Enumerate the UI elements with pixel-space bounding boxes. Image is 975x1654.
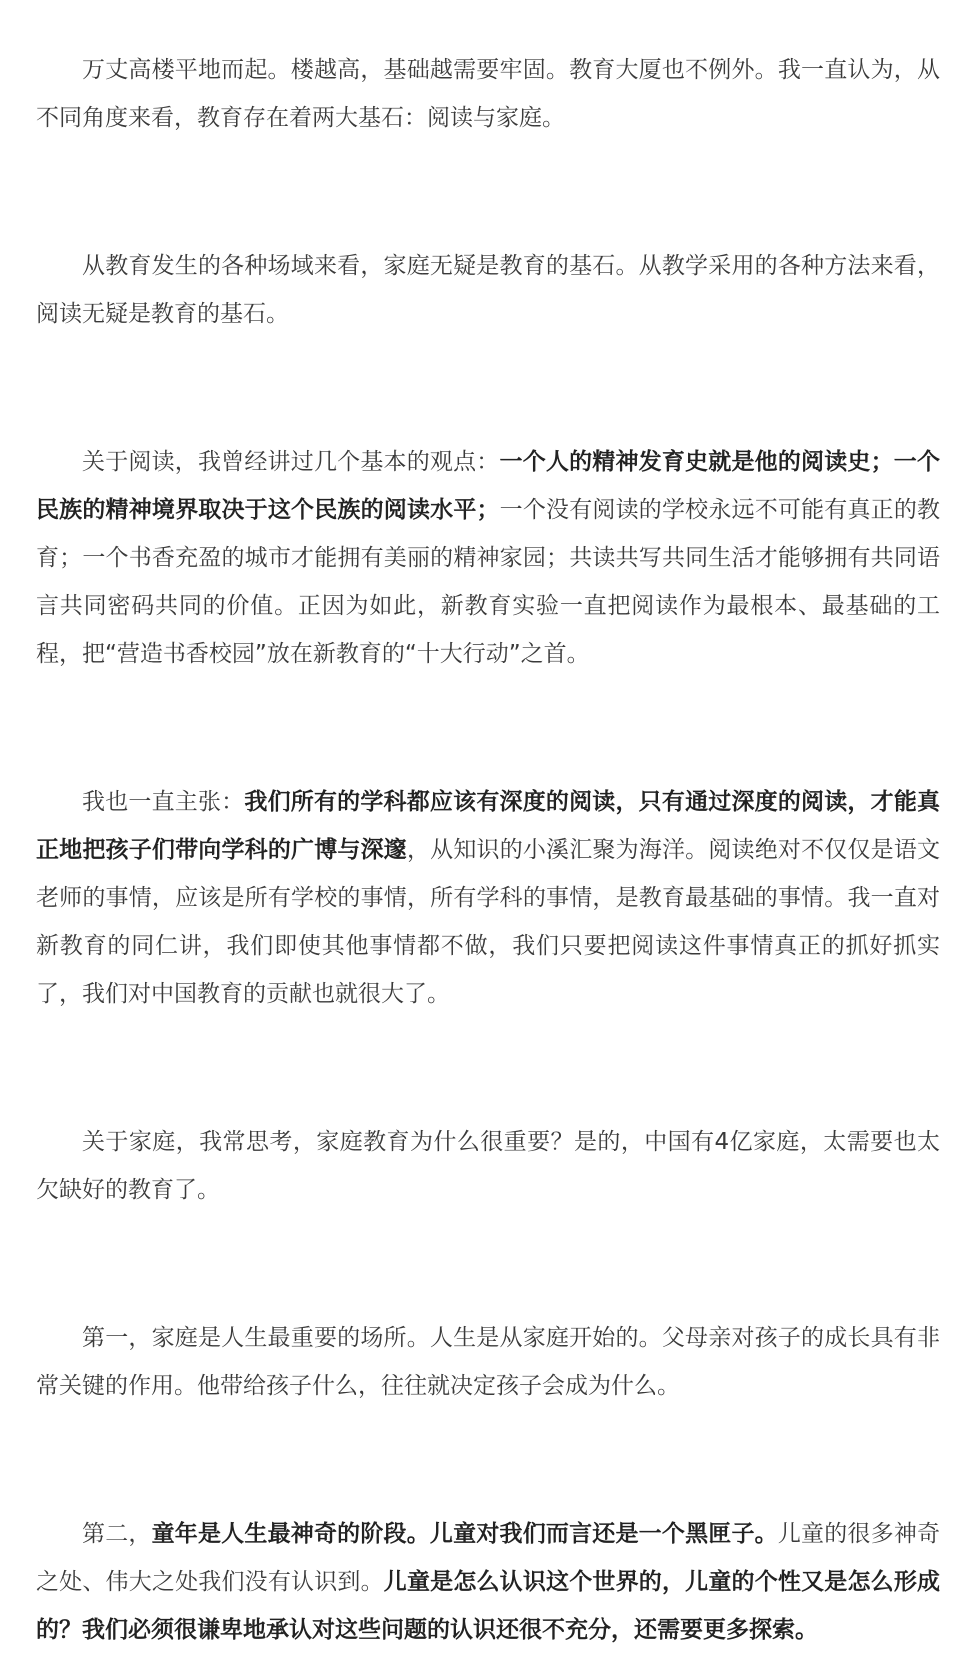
paragraph-7-text-b: 儿童的很多神奇之处、伟大之处我们没有认识到。 — [36, 1521, 941, 1595]
paragraph-7-emphasis-b: 儿童是怎么认识这个世界的，儿童的个性又是怎么形成的？我们必须很谦卑地承认对这些问题的认识还很不充分，还需要更多探索。 — [36, 1569, 941, 1643]
paragraph-1-text: 万丈高楼平地而起。楼越高，基础越需要牢固。教育大厦也不例外。我一直认为，从不同角度来看，教育存在着两大基石：阅读与家庭。 — [36, 57, 940, 131]
paragraph-7 — [36, 1510, 940, 1654]
paragraph-7-emphasis-a: 童年是人生最神奇的阶段。儿童对我们而言还是一个黑匣子。 — [151, 1521, 778, 1547]
paragraph-2 — [36, 242, 940, 338]
paragraph-4-emphasis: 我们所有的学科都应该有深度的阅读，只有通过深度的阅读，才能真正地把孩子们带向学科的广博与深邃 — [36, 789, 941, 863]
paragraph-7-text-a: 第二， — [82, 1521, 152, 1547]
paragraph-6-text: 第一，家庭是人生最重要的场所。人生是从家庭开始的。父母亲对孩子的成长具有非常关键的作用。他带给孩子什么，往往就决定孩子会成为什么。 — [36, 1325, 940, 1399]
article-body — [36, 46, 940, 1654]
paragraph-5-text: 关于家庭，我常思考，家庭教育为什么很重要？是的，中国有4亿家庭，太需要也太欠缺好的教育了。 — [36, 1129, 940, 1203]
paragraph-3-emphasis: 一个人的精神发育史就是他的阅读史；一个民族的精神境界取决于这个民族的阅读水平； — [36, 449, 941, 523]
paragraph-1 — [36, 46, 940, 142]
paragraph-3-text-b: 一个没有阅读的学校永远不可能有真正的教育；一个书香充盈的城市才能拥有美丽的精神家园；共读共写共同生活才能够拥有共同语言共同密码共同的价值。正因为如此，新教育实验一直把阅读作为最根本、最基础的工程，把“营造书香校园”放在新教育的“十大行动”之首。 — [36, 497, 941, 667]
paragraph-4 — [36, 778, 940, 1018]
paragraph-6 — [36, 1314, 940, 1410]
paragraph-4-text-a: 我也一直主张： — [82, 789, 245, 815]
paragraph-5 — [36, 1118, 940, 1214]
paragraph-2-text: 从教育发生的各种场域来看，家庭无疑是教育的基石。从教学采用的各种方法来看，阅读无疑是教育的基石。 — [36, 253, 940, 327]
paragraph-3-text-a: 关于阅读，我曾经讲过几个基本的观点： — [82, 449, 500, 475]
paragraph-4-text-b: ，从知识的小溪汇聚为海洋。阅读绝对不仅仅是语文老师的事情，应该是所有学校的事情，所有学科的事情，是教育最基础的事情。我一直对新教育的同仁讲，我们即使其他事情都不做，我们只要把阅读这件事情真正的抓好抓实了，我们对中国教育的贡献也就很大了。 — [36, 837, 941, 1007]
paragraph-3 — [36, 438, 940, 678]
